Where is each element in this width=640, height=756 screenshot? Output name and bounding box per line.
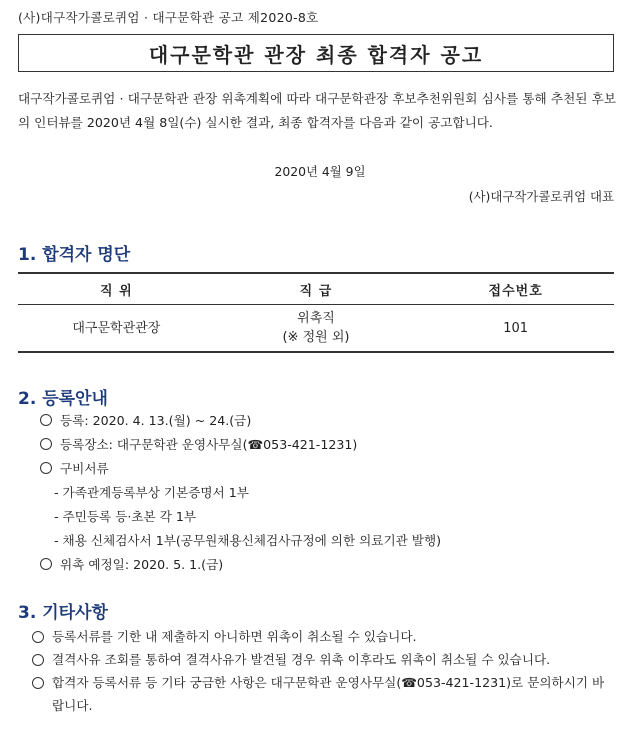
period-text: 등록: 2020. 4. 13.(월) ~ 24.(금)	[60, 413, 252, 428]
issuer-organization: (사)대구작가콜로퀴엄 대표	[468, 189, 614, 204]
circle-bullet-icon	[40, 558, 52, 570]
list-item-docs	[40, 457, 109, 480]
list-item	[32, 671, 616, 717]
list-item-appoint	[40, 553, 223, 576]
list-item-place	[40, 433, 357, 456]
cell-number: 101	[417, 305, 614, 353]
circle-bullet-icon	[40, 414, 52, 426]
doc-item-1: - 가족관계등록부상 기본증명서 1부	[54, 485, 249, 500]
notice-date: 2020년 4월 9일	[274, 164, 366, 179]
notice-number: (사)대구작가콜로퀴엄 · 대구문학관 공고 제2020-8호	[18, 10, 319, 25]
col-position-header: 직 위	[18, 273, 215, 305]
finalist-table	[18, 272, 614, 353]
etc-text-3: 합격자 등록서류 등 기타 궁금한 사항은 대구문학관 운영사무실(☎053-421-1231)로 문의하시기 바랍니다.	[52, 675, 605, 713]
intro-paragraph: 대구작가콜로퀴엄 · 대구문학관 관장 위촉계획에 따라 대구문학관장 후보추천위원회 심사를 통해 추천된 후보의 인터뷰를 2020년 4월 8일(수) 실시한 결과, 최종 합격자를 다음과 같이 공고합니다.	[18, 91, 616, 130]
table-row	[18, 305, 614, 353]
docs-text: 구비서류	[60, 461, 109, 476]
table-header-row	[18, 273, 614, 305]
col-number-header: 접수번호	[417, 273, 614, 305]
circle-bullet-icon	[32, 631, 44, 643]
etc-text-1: 등록서류를 기한 내 제출하지 아니하면 위촉이 취소될 수 있습니다.	[52, 629, 417, 644]
col-grade-header: 직 급	[215, 273, 418, 305]
doc-item-3: - 채용 신체검사서 1부(공무원채용신체검사규정에 의한 의료기관 발행)	[54, 533, 442, 548]
list-item-period	[40, 409, 251, 432]
circle-bullet-icon	[32, 654, 44, 666]
grade-type: 위촉직	[297, 311, 335, 326]
cell-position: 대구문학관관장	[18, 305, 215, 353]
circle-bullet-icon	[32, 677, 44, 689]
circle-bullet-icon	[40, 462, 52, 474]
section-2-title: 2. 등록안내	[18, 389, 108, 409]
etc-list	[32, 625, 616, 717]
doc-item-2: - 주민등록 등·초본 각 1부	[54, 509, 197, 524]
place-text: 등록장소: 대구문학관 운영사무실(☎053-421-1231)	[60, 437, 358, 452]
grade-note: (※ 정원 외)	[282, 330, 350, 345]
etc-text-2: 결격사유 조회를 통하여 결격사유가 발견될 경우 위촉 이후라도 위촉이 취소될 수 있습니다.	[52, 652, 551, 667]
circle-bullet-icon	[40, 438, 52, 450]
appoint-text: 위촉 예정일: 2020. 5. 1.(금)	[60, 557, 224, 572]
list-item	[32, 648, 616, 671]
notice-title: 대구문학관 관장 최종 합격자 공고	[18, 34, 614, 72]
section-1-title: 1. 합격자 명단	[18, 245, 131, 265]
section-3-title: 3. 기타사항	[18, 603, 108, 623]
list-item	[32, 625, 616, 648]
cell-grade	[215, 305, 418, 353]
